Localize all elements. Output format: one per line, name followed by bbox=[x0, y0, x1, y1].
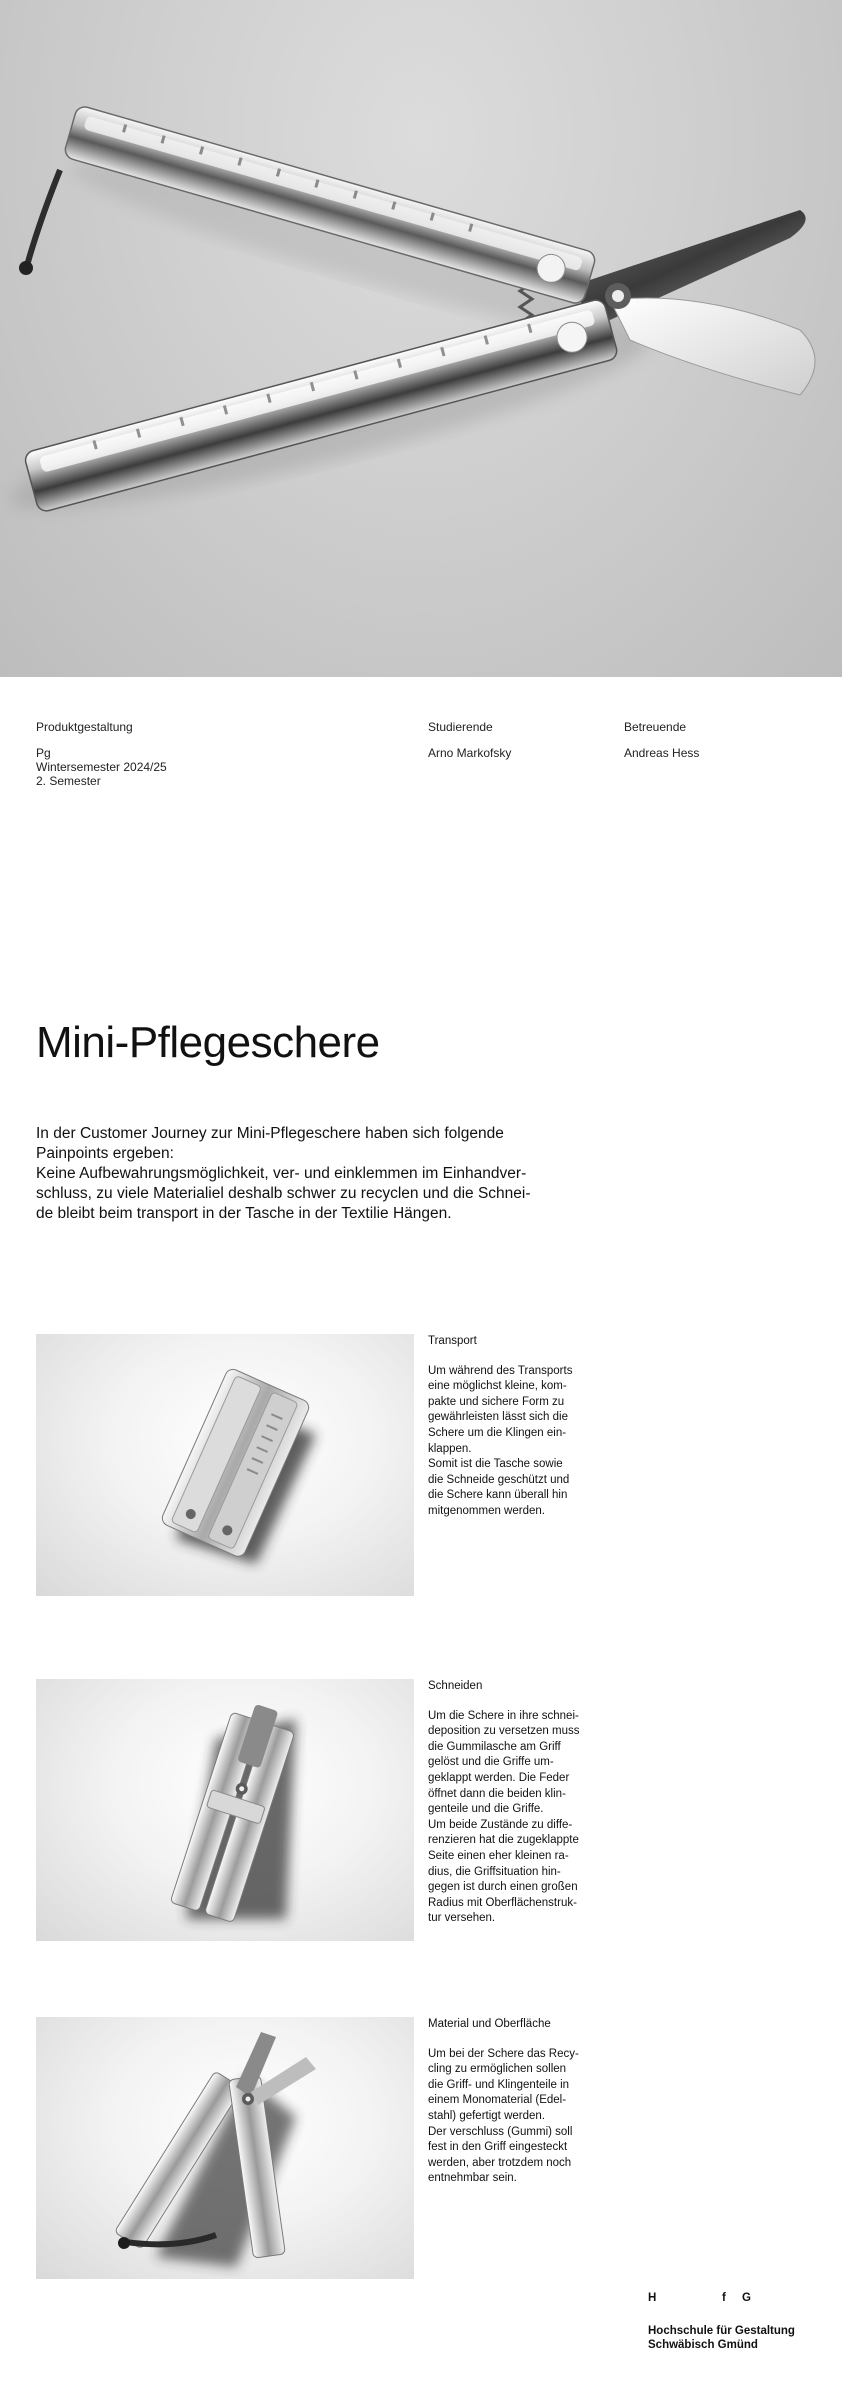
course-line: Pg bbox=[36, 746, 51, 760]
section-line: entnehmbar sein. bbox=[428, 2172, 517, 2185]
logo-letter: f bbox=[722, 2292, 726, 2304]
section-line: die Schneide geschützt und bbox=[428, 1473, 570, 1486]
meta-supervisors bbox=[624, 720, 699, 760]
section-line: die Schere kann überall hin bbox=[428, 1489, 568, 1502]
open-scissors-icon bbox=[36, 2017, 414, 2279]
render-transport bbox=[36, 1334, 414, 1596]
section-line: Radius mit Oberflächenstruk- bbox=[428, 1896, 577, 1909]
course-line: 2. Semester bbox=[36, 774, 101, 788]
folded-scissors-icon bbox=[36, 1334, 414, 1596]
section-line: gelöst und die Griffe um- bbox=[428, 1756, 554, 1769]
section-line: Seite einen eher kleinen ra- bbox=[428, 1849, 569, 1862]
logo-letter: G bbox=[742, 2292, 751, 2304]
scissors-render-icon bbox=[0, 0, 842, 677]
section-line: geklappt werden. Die Feder bbox=[428, 1771, 570, 1784]
intro-line: de bleibt beim transport in der Tasche in der Textilie Hängen. bbox=[36, 1205, 452, 1222]
logo-name-line: Hochschule für Gestaltung bbox=[648, 2325, 795, 2337]
section-line: öffnet dann die beiden klin- bbox=[428, 1787, 566, 1800]
page-title: Mini-Pflegeschere bbox=[36, 1018, 380, 1067]
section-line: die Griff- und Klingenteile in bbox=[428, 2078, 570, 2091]
section-line: gegen ist durch einen großen bbox=[428, 1881, 578, 1894]
render-material bbox=[36, 2017, 414, 2279]
section-line: mitgenommen werden. bbox=[428, 1504, 545, 1517]
section-line: klappen. bbox=[428, 1442, 472, 1455]
meta-students bbox=[428, 720, 511, 760]
section-line: fest in den Griff eingesteckt bbox=[428, 2141, 568, 2154]
section-line: Um beide Zustände zu diffe- bbox=[428, 1818, 573, 1831]
hfg-logo bbox=[648, 2292, 795, 2352]
students-label: Studierende bbox=[428, 720, 493, 734]
section-transport bbox=[428, 1334, 594, 1520]
supervisors-label: Betreuende bbox=[624, 720, 687, 734]
section-line: Um bei der Schere das Recy- bbox=[428, 2047, 579, 2060]
section-line: Somit ist die Tasche sowie bbox=[428, 1458, 563, 1471]
intro-line: schluss, zu viele Materialiel deshalb schwer zu recyclen und die Schnei- bbox=[36, 1185, 531, 1202]
section-line: Der verschluss (Gummi) soll bbox=[428, 2125, 573, 2138]
section-line: genteile und die Griffe. bbox=[428, 1803, 544, 1816]
render-schneiden bbox=[36, 1679, 414, 1941]
section-line: Um während des Transports bbox=[428, 1364, 573, 1377]
section-line: einem Monomaterial (Edel- bbox=[428, 2094, 567, 2107]
section-line: Schere um die Klingen ein- bbox=[428, 1426, 567, 1439]
section-line: Um die Schere in ihre schnei- bbox=[428, 1709, 579, 1722]
section-line: eine möglichst kleine, kom- bbox=[428, 1380, 567, 1393]
department: Produktgestaltung bbox=[36, 720, 133, 734]
section-line: deposition zu versetzen muss bbox=[428, 1725, 580, 1738]
intro-line: Painpoints ergeben: bbox=[36, 1145, 174, 1162]
hero-image bbox=[0, 0, 842, 677]
supervisor-name: Andreas Hess bbox=[624, 746, 700, 760]
logo-letters bbox=[648, 2292, 795, 2306]
section-line: pakte und sichere Form zu bbox=[428, 1395, 565, 1408]
section-line: gewährleisten lässt sich die bbox=[428, 1411, 568, 1424]
section-line: cling zu ermöglichen sollen bbox=[428, 2063, 567, 2076]
unfolding-scissors-icon bbox=[36, 1679, 414, 1941]
section-title: Transport bbox=[428, 1335, 477, 1347]
student-name: Arno Markofsky bbox=[428, 746, 512, 760]
section-line: renzieren hat die zugeklappte bbox=[428, 1834, 579, 1847]
intro-line: In der Customer Journey zur Mini-Pflegeschere haben sich folgende bbox=[36, 1125, 504, 1142]
section-line: die Gummilasche am Griff bbox=[428, 1740, 561, 1753]
section-title: Material und Oberfläche bbox=[428, 2018, 551, 2030]
logo-name-line: Schwäbisch Gmünd bbox=[648, 2339, 758, 2351]
section-material bbox=[428, 2017, 594, 2187]
logo-letter: H bbox=[648, 2292, 657, 2304]
section-schneiden bbox=[428, 1679, 594, 1927]
section-line: dius, die Griffsituation hin- bbox=[428, 1865, 561, 1878]
intro-text bbox=[36, 1124, 596, 1224]
course-line: Wintersemester 2024/25 bbox=[36, 760, 167, 774]
section-line: tur versehen. bbox=[428, 1912, 496, 1925]
intro-line: Keine Aufbewahrungsmöglichkeit, ver- und einklemmen im Einhandver- bbox=[36, 1165, 527, 1182]
section-line: stahl) gefertigt werden. bbox=[428, 2109, 545, 2122]
section-title: Schneiden bbox=[428, 1680, 483, 1692]
section-line: werden, aber trotzdem noch bbox=[428, 2156, 572, 2169]
meta-course bbox=[36, 720, 167, 788]
